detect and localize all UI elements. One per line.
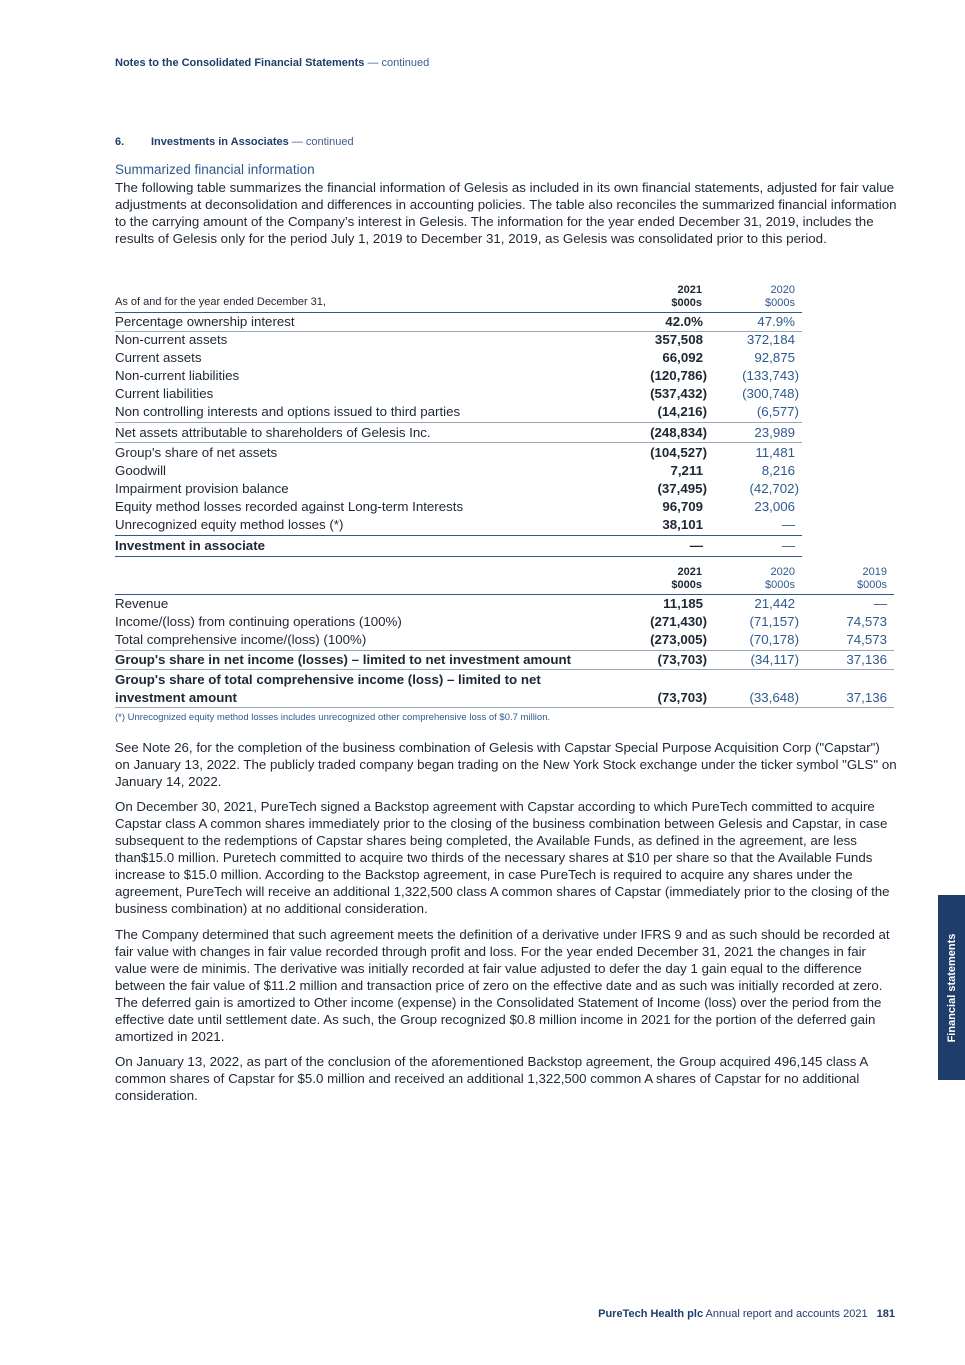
- value-2021: (537,432): [650, 386, 707, 401]
- row-rule: [115, 442, 802, 443]
- row-label: Current assets: [115, 350, 202, 365]
- value-2019: —: [873, 596, 887, 611]
- section-title: Investments in Associates: [151, 136, 289, 148]
- page-footer: [598, 1308, 895, 1320]
- row-label: Total comprehensive income/(loss) (100%): [115, 632, 367, 647]
- section-side-tab[interactable]: [938, 895, 965, 1080]
- col-unit: $000s: [765, 297, 795, 309]
- section-heading: [115, 136, 354, 148]
- running-head-continued: — continued: [367, 57, 430, 69]
- value-2019: 37,136: [846, 690, 887, 705]
- table-row: [115, 613, 894, 631]
- table-bottom-rule: [115, 556, 802, 557]
- row-label: Goodwill: [115, 463, 166, 478]
- table-row: [115, 367, 802, 385]
- row-rule: [115, 669, 894, 670]
- row-label: Equity method losses recorded against Long-term Interests: [115, 499, 464, 514]
- col-year: 2019: [862, 566, 887, 578]
- value-2021: (248,834): [650, 425, 707, 440]
- value-2021: 38,101: [662, 517, 703, 532]
- paragraph-note-26: See Note 26, for the completion of the business combination of Gelesis with Capstar Special Purpose Acquisition Corp ("Capstar") on January 13, 2022. The publicly traded company began trading on the New York Stock exchange under the ticker symbol "GLS" on January 14, 2022.: [115, 740, 897, 789]
- row-label: Income/(loss) from continuing operations (100%): [115, 614, 402, 629]
- value-2021: 66,092: [662, 350, 703, 365]
- value-2021: (73,703): [657, 652, 707, 667]
- value-2020: 47.9%: [757, 314, 795, 329]
- row-rule: [115, 422, 802, 423]
- table-bottom-rule: [115, 707, 894, 708]
- value-2020: —: [781, 538, 795, 553]
- section-number: 6.: [115, 136, 125, 148]
- value-2020: (71,157): [749, 614, 799, 629]
- row-label-line1: Group's share of total comprehensive income (loss) – limited to net: [115, 672, 541, 687]
- col-year: 2021: [677, 566, 702, 578]
- row-label: Current liabilities: [115, 386, 214, 401]
- value-2020: 23,006: [754, 499, 795, 514]
- value-2021: 7,211: [670, 463, 703, 478]
- footer-company: PureTech Health plc: [598, 1308, 704, 1320]
- row-label-line2: investment amount: [115, 690, 237, 705]
- col-year: 2021: [677, 284, 702, 296]
- value-2021: (37,495): [657, 481, 707, 496]
- col-header-2021: [671, 284, 702, 310]
- row-label: Unrecognized equity method losses (*): [115, 517, 344, 532]
- row-label: Revenue: [115, 596, 169, 611]
- value-2020: —: [781, 517, 795, 532]
- col-year: 2020: [770, 284, 795, 296]
- paragraph-derivative: The Company determined that such agreement meets the definition of a derivative under IFRS 9 and as such should be recorded at fair value with changes in fair value recorded through profit and loss. For the year ended December 31, 2021 the changes in fair value were de minimis. The derivative was initially recorded at fair value adjusted to defer the day 1 gain equal to the difference between the fair value of $11.2 million and transaction price of zero on the effective date and as such was initially recorded at zero. The deferred gain is amortized to Other income (expense) in the Consolidated Statement of Income (loss) over the period from the effective date until settlement date. As such, the Group recognized $0.8 million income in 2021 for the portion of the deferred gain amortized in 2021.: [115, 927, 890, 1044]
- value-2019: 74,573: [846, 614, 887, 629]
- table-row: [115, 444, 802, 462]
- intro-paragraph: The following table summarizes the financial information of Gelesis as included in its own financial statements, adjusted for fair value adjustments at deconsolidation and differences in accounting policies. The table also reconciles the summarized financial information to the carrying amount of the Company’s interest in Gelesis. The information for the year ended December 31, 2019, includes the results of Gelesis only for the period July 1, 2019 to December 31, 2019, as Gelesis was consolidated prior to this period.: [115, 180, 897, 246]
- row-label: Non-current liabilities: [115, 368, 240, 383]
- value-2021: (73,703): [657, 690, 707, 705]
- table-row: [115, 498, 802, 516]
- col-header-2020: [765, 284, 795, 310]
- paragraph-acquisition: On January 13, 2022, as part of the conclusion of the aforementioned Backstop agreement, the Group acquired 496,145 class A common shares of Capstar for $5.0 million and received an additional 1,322,500 common A shares of Capstar for no additional consideration.: [115, 1054, 868, 1103]
- table-row: [115, 480, 802, 498]
- value-2019: 74,573: [846, 632, 887, 647]
- value-2020: 23,989: [754, 425, 795, 440]
- table-row: [115, 331, 802, 349]
- table-row: [115, 403, 802, 421]
- value-2021: 11,185: [663, 596, 703, 611]
- value-2021: (120,786): [650, 368, 707, 383]
- col-header-2021: [671, 566, 702, 592]
- value-2020: (133,743): [742, 368, 799, 383]
- table-row: [115, 313, 802, 331]
- row-rule: [115, 535, 802, 536]
- row-label: Group's share in net income (losses) – limited to net investment amount: [115, 652, 572, 667]
- value-2021: 96,709: [662, 499, 703, 514]
- value-2021: —: [689, 538, 703, 553]
- col-unit: $000s: [765, 579, 795, 591]
- row-label: Impairment provision balance: [115, 481, 289, 496]
- value-2020: 21,442: [754, 596, 795, 611]
- row-label: Group's share of net assets: [115, 445, 278, 460]
- col-unit: $000s: [857, 579, 887, 591]
- col-year: 2020: [770, 566, 795, 578]
- value-2020: 92,875: [754, 350, 795, 365]
- side-tab-label: Financial statements: [945, 933, 958, 1042]
- running-head: [115, 57, 429, 69]
- value-2020: (42,702): [749, 481, 799, 496]
- value-2020: 372,184: [746, 332, 795, 347]
- row-label: Non-current assets: [115, 332, 228, 347]
- paragraph-backstop-agreement: On December 30, 2021, PureTech signed a Backstop agreement with Capstar according to which PureTech committed to acquire Capstar class A common shares immediately prior to the closing of the business combination between Gelesis and Capstar, in case subsequent to the redemptions of Capstar shares being completed, the Available Funds, as defined in the agreement, are less than$15.0 million. Puretech committed to acquire two thirds of the necessary shares at $10 per share so that the Available Funds increase to $15.0 million. According to the Backstop agreement, in case PureTech is required to acquire any shares under the agreement, PureTech will receive an additional 1,322,500 class A common shares of Capstar (immediately prior to the closing of the business combination) at no additional consideration.: [115, 799, 890, 916]
- col-header-2020: [765, 566, 795, 592]
- table-row: [115, 651, 894, 669]
- value-2021: (104,527): [650, 445, 707, 460]
- table-row: [115, 349, 802, 367]
- income-table: [115, 564, 894, 708]
- table-row: [115, 595, 894, 613]
- value-2021: (14,216): [657, 404, 707, 419]
- value-2020: (34,117): [750, 652, 799, 667]
- table-row: [115, 385, 802, 403]
- value-2019: 37,136: [846, 652, 887, 667]
- value-2020: (33,648): [749, 690, 799, 705]
- col-unit: $000s: [671, 297, 702, 309]
- row-label: Investment in associate: [115, 538, 266, 553]
- balance-table: [115, 282, 802, 557]
- table-row: [115, 462, 802, 480]
- value-2020: 8,216: [761, 463, 795, 478]
- value-2020: (70,178): [749, 632, 799, 647]
- row-label: Non controlling interests and options issued to third parties: [115, 404, 461, 419]
- table-caption: As of and for the year ended December 31,: [115, 296, 326, 308]
- value-2021: (273,005): [650, 632, 707, 647]
- table-row-total: [115, 537, 802, 555]
- value-2021: 42.0%: [665, 314, 703, 329]
- value-2020: (300,748): [742, 386, 799, 401]
- table-row: [115, 631, 894, 649]
- row-label: Net assets attributable to shareholders of Gelesis Inc.: [115, 425, 431, 440]
- col-unit: $000s: [671, 579, 702, 591]
- col-header-2019: [857, 566, 887, 592]
- value-2021: 357,508: [654, 332, 703, 347]
- table-row: [115, 671, 894, 707]
- table-footnote: (*) Unrecognized equity method losses includes unrecognized other comprehensive loss of $0.7 million.: [115, 712, 551, 723]
- value-2021: (271,430): [650, 614, 707, 629]
- page-number: 181: [876, 1308, 895, 1320]
- value-2020: (6,577): [756, 404, 799, 419]
- value-2020: 11,481: [755, 445, 795, 460]
- table-row: [115, 516, 802, 534]
- table-row: [115, 424, 802, 442]
- subheading: Summarized financial information: [115, 162, 315, 177]
- footer-report: Annual report and accounts 2021: [705, 1308, 868, 1320]
- row-label: Percentage ownership interest: [115, 314, 295, 329]
- section-continued: — continued: [291, 136, 354, 148]
- running-head-title: Notes to the Consolidated Financial Statements: [115, 57, 365, 69]
